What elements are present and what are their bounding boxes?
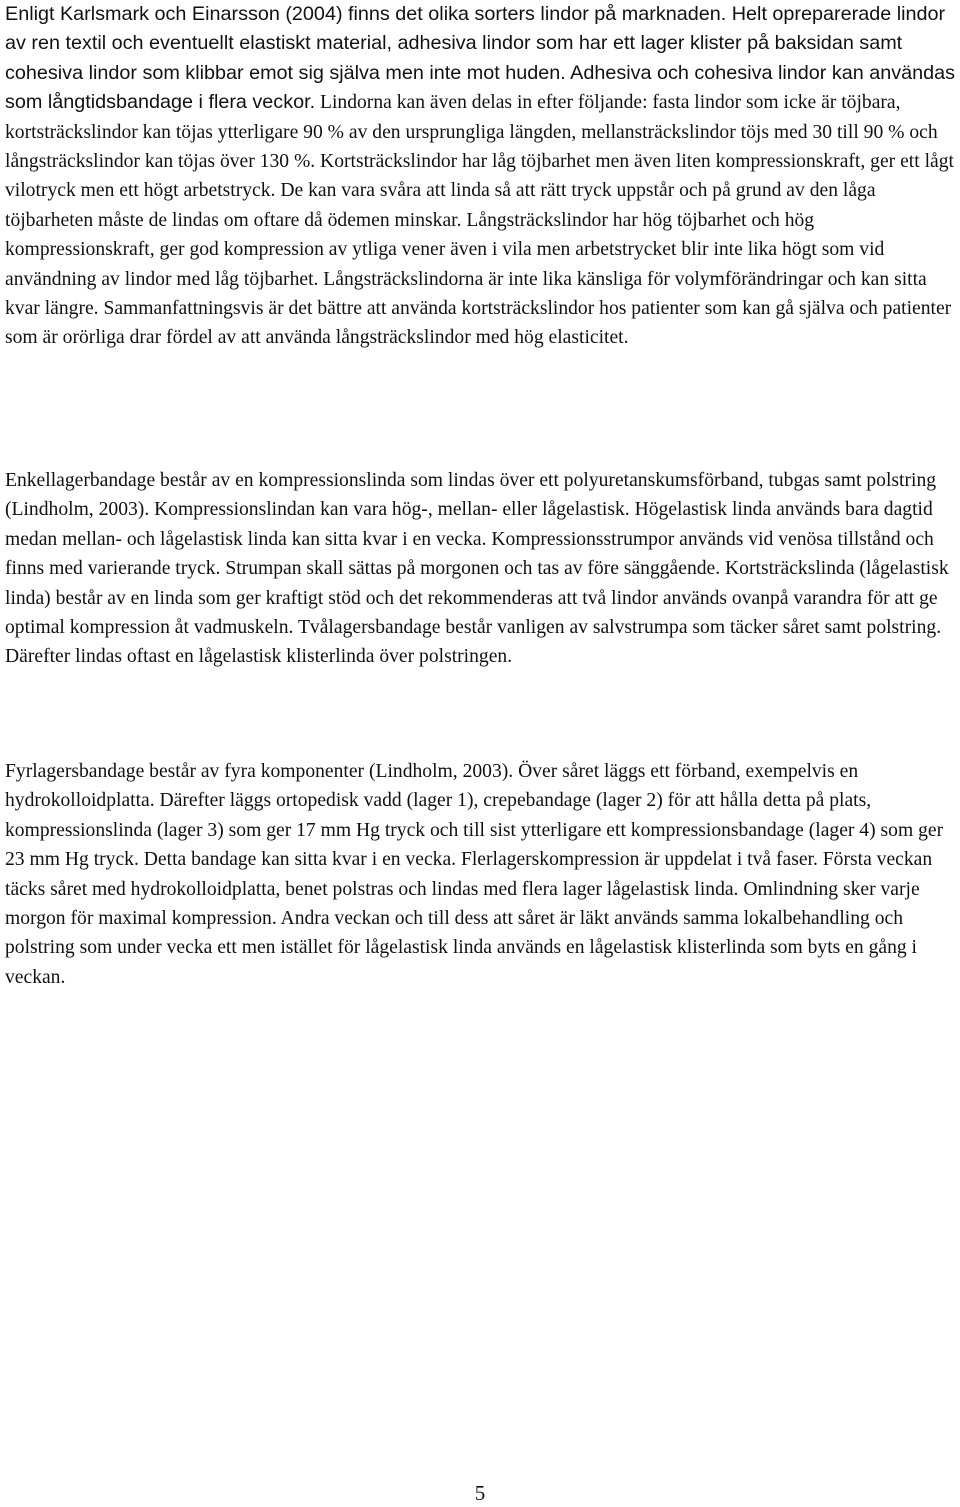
page-number: 5 (474, 1481, 486, 1505)
paragraph-serif-segment: Lindorna kan även delas in efter följande: fasta lindor som icke är töjbara, kortsträckslindor kan töjas ytterligare 90 % av den ursprungliga längden, mellansträckslindor töjs med 30 till 90 % och långsträckslindor kan töjas över 130 %. Kortsträckslindor har låg töjbarhet men även liten kompressionskraft, ger ett lågt vilotryck men ett högt arbetstryck. De kan vara svåra att linda så att rätt tryck uppstår och på grund av den låga töjbarheten måste de lindas om oftare då ödemen minskar. Långsträckslindor har hög töjbarhet och hög kompressionskraft, ger god kompression av ytliga vener även i vila men arbetstrycket blir inte lika högt som vid användning av lindor med låg töjbarhet. Långsträckslindorna är inte lika känsliga för volymförändringar och kan sitta kvar längre. Sammanfattningsvis är det bättre att använda kortsträckslindor hos patienter som kan gå själva och patienter som är orörliga drar fördel av att använda långsträckslindor med hög elasticitet. (5, 92, 954, 349)
paragraph-bandage-types (5, 0, 957, 353)
paragraph-sans-segment: Enligt Karlsmark och Einarsson (2004) finns det olika sorters lindor på marknaden. Helt opreparerade lindor av ren textil och eventuellt elastiskt material, adhesiva lindor som har ett lager klister på baksidan samt cohesiva lindor som klibbar emot sig själva men inte mot huden. Adhesiva och cohesiva lindor kan användas som långtidsbandage i flera veckor. (5, 3, 956, 114)
paragraph-four-layer-bandage: Fyrlagersbandage består av fyra komponenter (Lindholm, 2003). Över såret läggs ett förband, exempelvis en hydrokolloidplatta. Därefter läggs ortopedisk vadd (lager 1), crepebandage (lager 2) för att hålla detta på plats, kompressionslinda (lager 3) som ger 17 mm Hg tryck och till sist ytterligare ett kompressionsbandage (lager 4) som ger 23 mm Hg tryck. Detta bandage kan sitta kvar i en vecka. Flerlagerskompression är uppdelat i två faser. Första veckan täcks såret med hydrokolloidplatta, benet polstras och lindas med flera lager lågelastisk linda. Omlindning sker varje morgon för maximal kompression. Andra veckan och till dess att såret är läkt används samma lokalbehandling och polstring som under vecka ett men istället för lågelastisk linda används en lågelastisk klisterlinda som byts en gång i veckan. (5, 761, 944, 988)
paragraph-single-layer-bandage: Enkellagerbandage består av en kompressionslinda som lindas över ett polyuretanskumsförband, tubgas samt polstring (Lindholm, 2003). Kompressionslindan kan vara hög-, mellan- eller lågelastisk. Högelastisk linda används bara dagtid medan mellan- och lågelastisk linda kan sitta kvar i en vecka. Kompressionsstrumpor används vid venösa tillstånd och finns med varierande tryck. Strumpan skall sättas på morgonen och tas av före sänggående. Kortsträckslinda (lågelastisk linda) består av en linda som ger kraftigt stöd och det rekommenderas att två lindor används ovanpå varandra för att ge optimal kompression åt vadmuskeln. Tvålagersbandage består vanligen av salvstrumpa som täcker såret samt polstring. Därefter lindas oftast en lågelastisk klisterlinda över polstringen. (5, 470, 949, 668)
